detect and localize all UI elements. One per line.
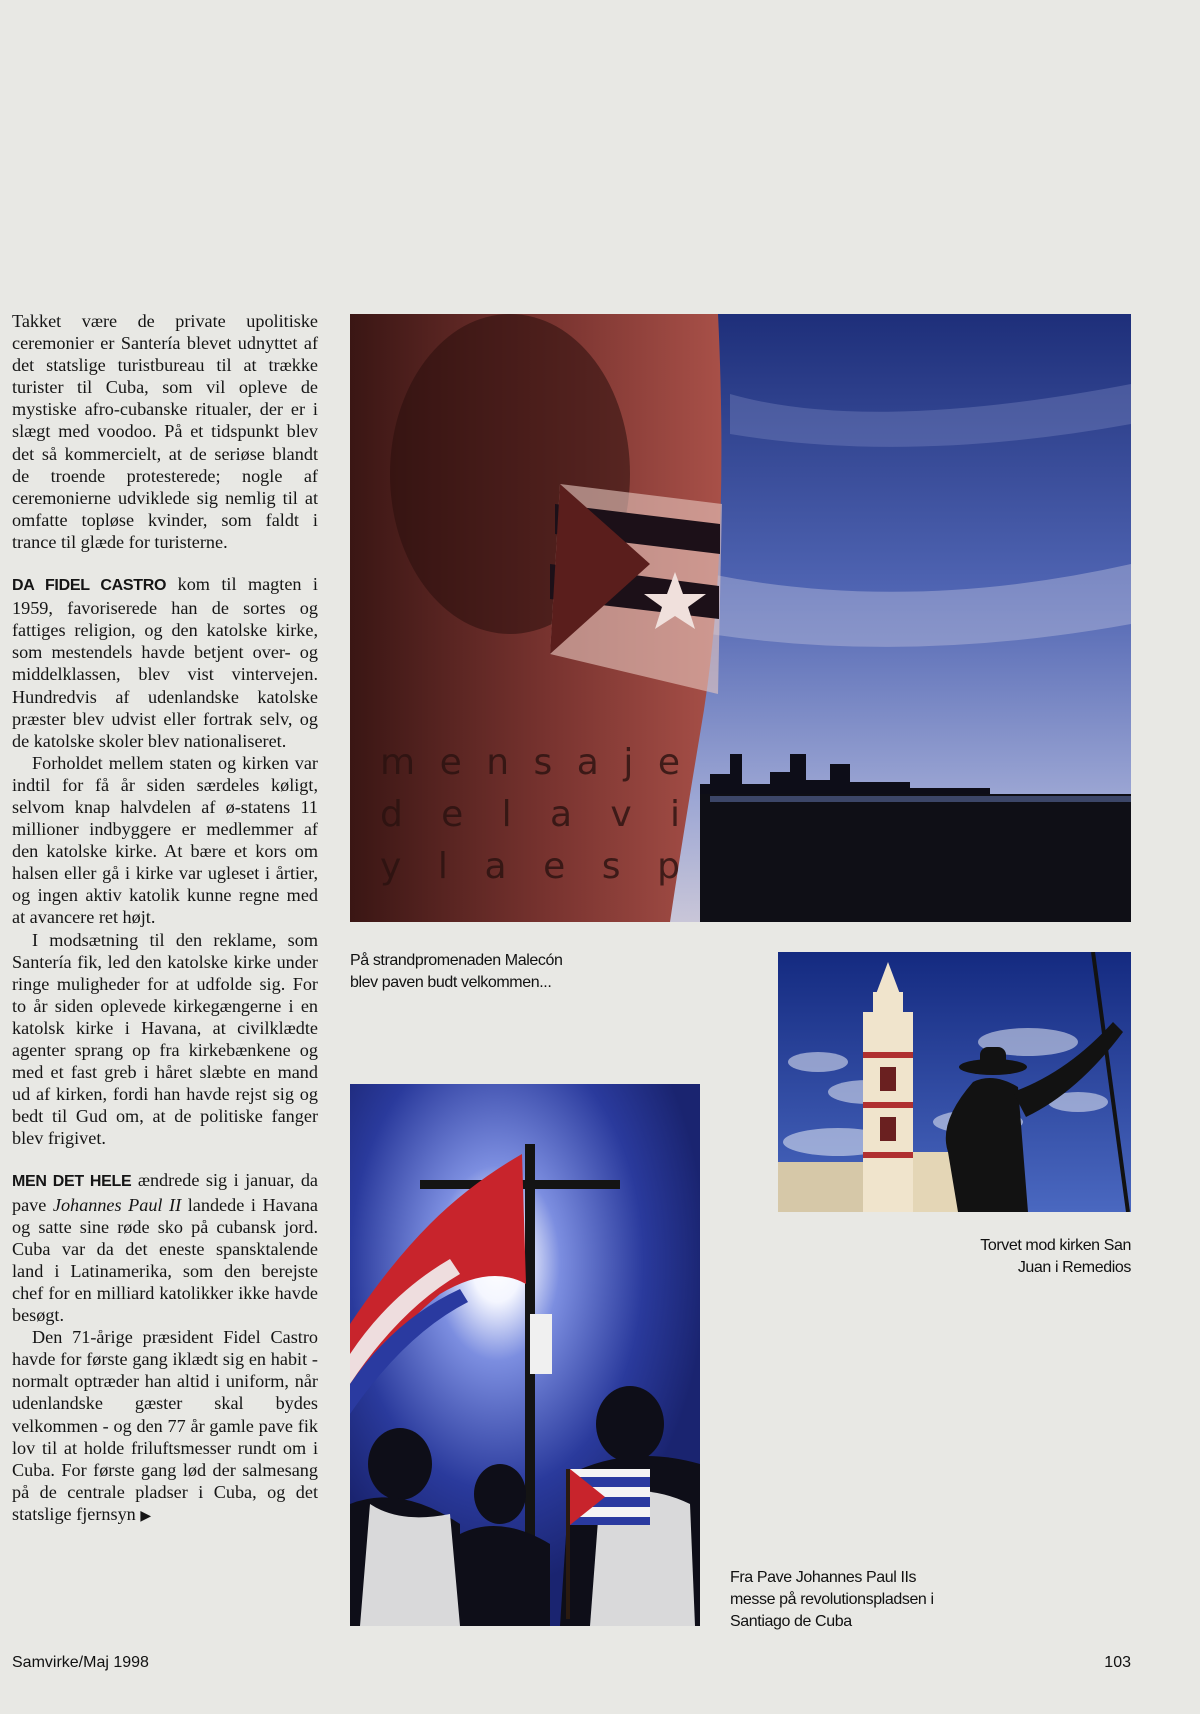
banner-text-line: m e n s a j e [380, 742, 680, 783]
publication-footer: Samvirke/Maj 1998 [12, 1654, 149, 1671]
paragraph-lead-in: MEN DET HELE [12, 1173, 132, 1191]
article-paragraph: Den 71-årige præsident Fidel Castro havde for første gang iklædt sig en habit - normalt optræder han altid i uniform, når udenlandske gæster skal bydes velkommen - og den 77 år gamle pave fik lov til at holde friluftsmesser rundt om i Cuba. For første gang lød der salmesang på de centrale pladser i Cuba, og det statslige fjernsyn ▶ [12, 1327, 318, 1524]
banner-text-line: d e l a v i [380, 794, 680, 835]
pope-name: Johannes Paul II [52, 1194, 182, 1215]
santiago-photo [350, 1084, 700, 1626]
caption-remedios: Torvet mod kirken San Juan i Remedios [980, 1237, 1131, 1276]
banner-text-line: y l a e s p [380, 846, 680, 887]
article-paragraph: MEN DET HELE ændrede sig i januar, da pave Johannes Paul II landede i Havana og satte sine røde sko på cubansk jord. Cuba var da det eneste spansktalende land i Latinamerika, som den berejste chef for en milliard katolikker ikke havde besøgt. [12, 1170, 318, 1326]
paragraph-lead-in: DA FIDEL CASTRO [12, 577, 167, 595]
article-paragraph: Forholdet mellem staten og kirken var indtil for få år siden særdeles køligt, selvom knap halvdelen af ø-statens 11 millioner indbyggere er medlemmer af den katolske kirke. At bære et kors om halsen eller gå i kirke var ugleset i årtier, og ingen aktiv katolik kunne regne med at avancere ret højt. [12, 752, 318, 928]
malecon-photo [350, 314, 1131, 922]
caption-malecon: På strandpromenaden Malecón blev paven budt velkommen... [350, 952, 563, 991]
article-column [12, 310, 318, 1527]
continue-arrow-icon: ▶ [140, 1507, 152, 1524]
article-paragraph: Takket være de private upolitiske ceremonier er Santería blevet udnyttet af det statslige turistbureau til at trække turister til Cuba, som vil opleve de mystiske afro-cubanske ritualer, der er i slægt med voodoo. På et tidspunkt blev det så kommercielt, at de seriøse blandt de troende protesterede; nogle af ceremonierne udviklede sig nemlig til at omfatte topløse kvinder, som faldt i trance til glæde for turisterne. [12, 311, 318, 552]
article-paragraph: I modsætning til den reklame, som Santería fik, led den katolske kirke under ringe muligheder for at udfolde sig. For to år siden oplevede kirkegængerne i en katolsk kirke i Havana, at civilklædte agenter sprang op fra kirkebænkene og med et fast greb i håret slæbte en mand ud af kirken, fordi han havde rejst sig og bedt til Gud om, at de politiske fanger blev frigivet. [12, 929, 318, 1149]
page-number: 103 [1104, 1654, 1131, 1671]
remedios-photo [778, 952, 1131, 1212]
caption-santiago: Fra Pave Johannes Paul IIs messe på revolutionspladsen i Santiago de Cuba [730, 1569, 934, 1630]
article-paragraph: DA FIDEL CASTRO kom til magten i 1959, favoriserede han de sortes og fattiges religion, og den katolske kirke, som mestendels havde betjent over- og middelklassen, blev vist vintervejen. Hundredvis af udenlandske katolske præster blev udvist eller fortrak selv, og de katolske skoler blev nationaliseret. [12, 574, 318, 751]
